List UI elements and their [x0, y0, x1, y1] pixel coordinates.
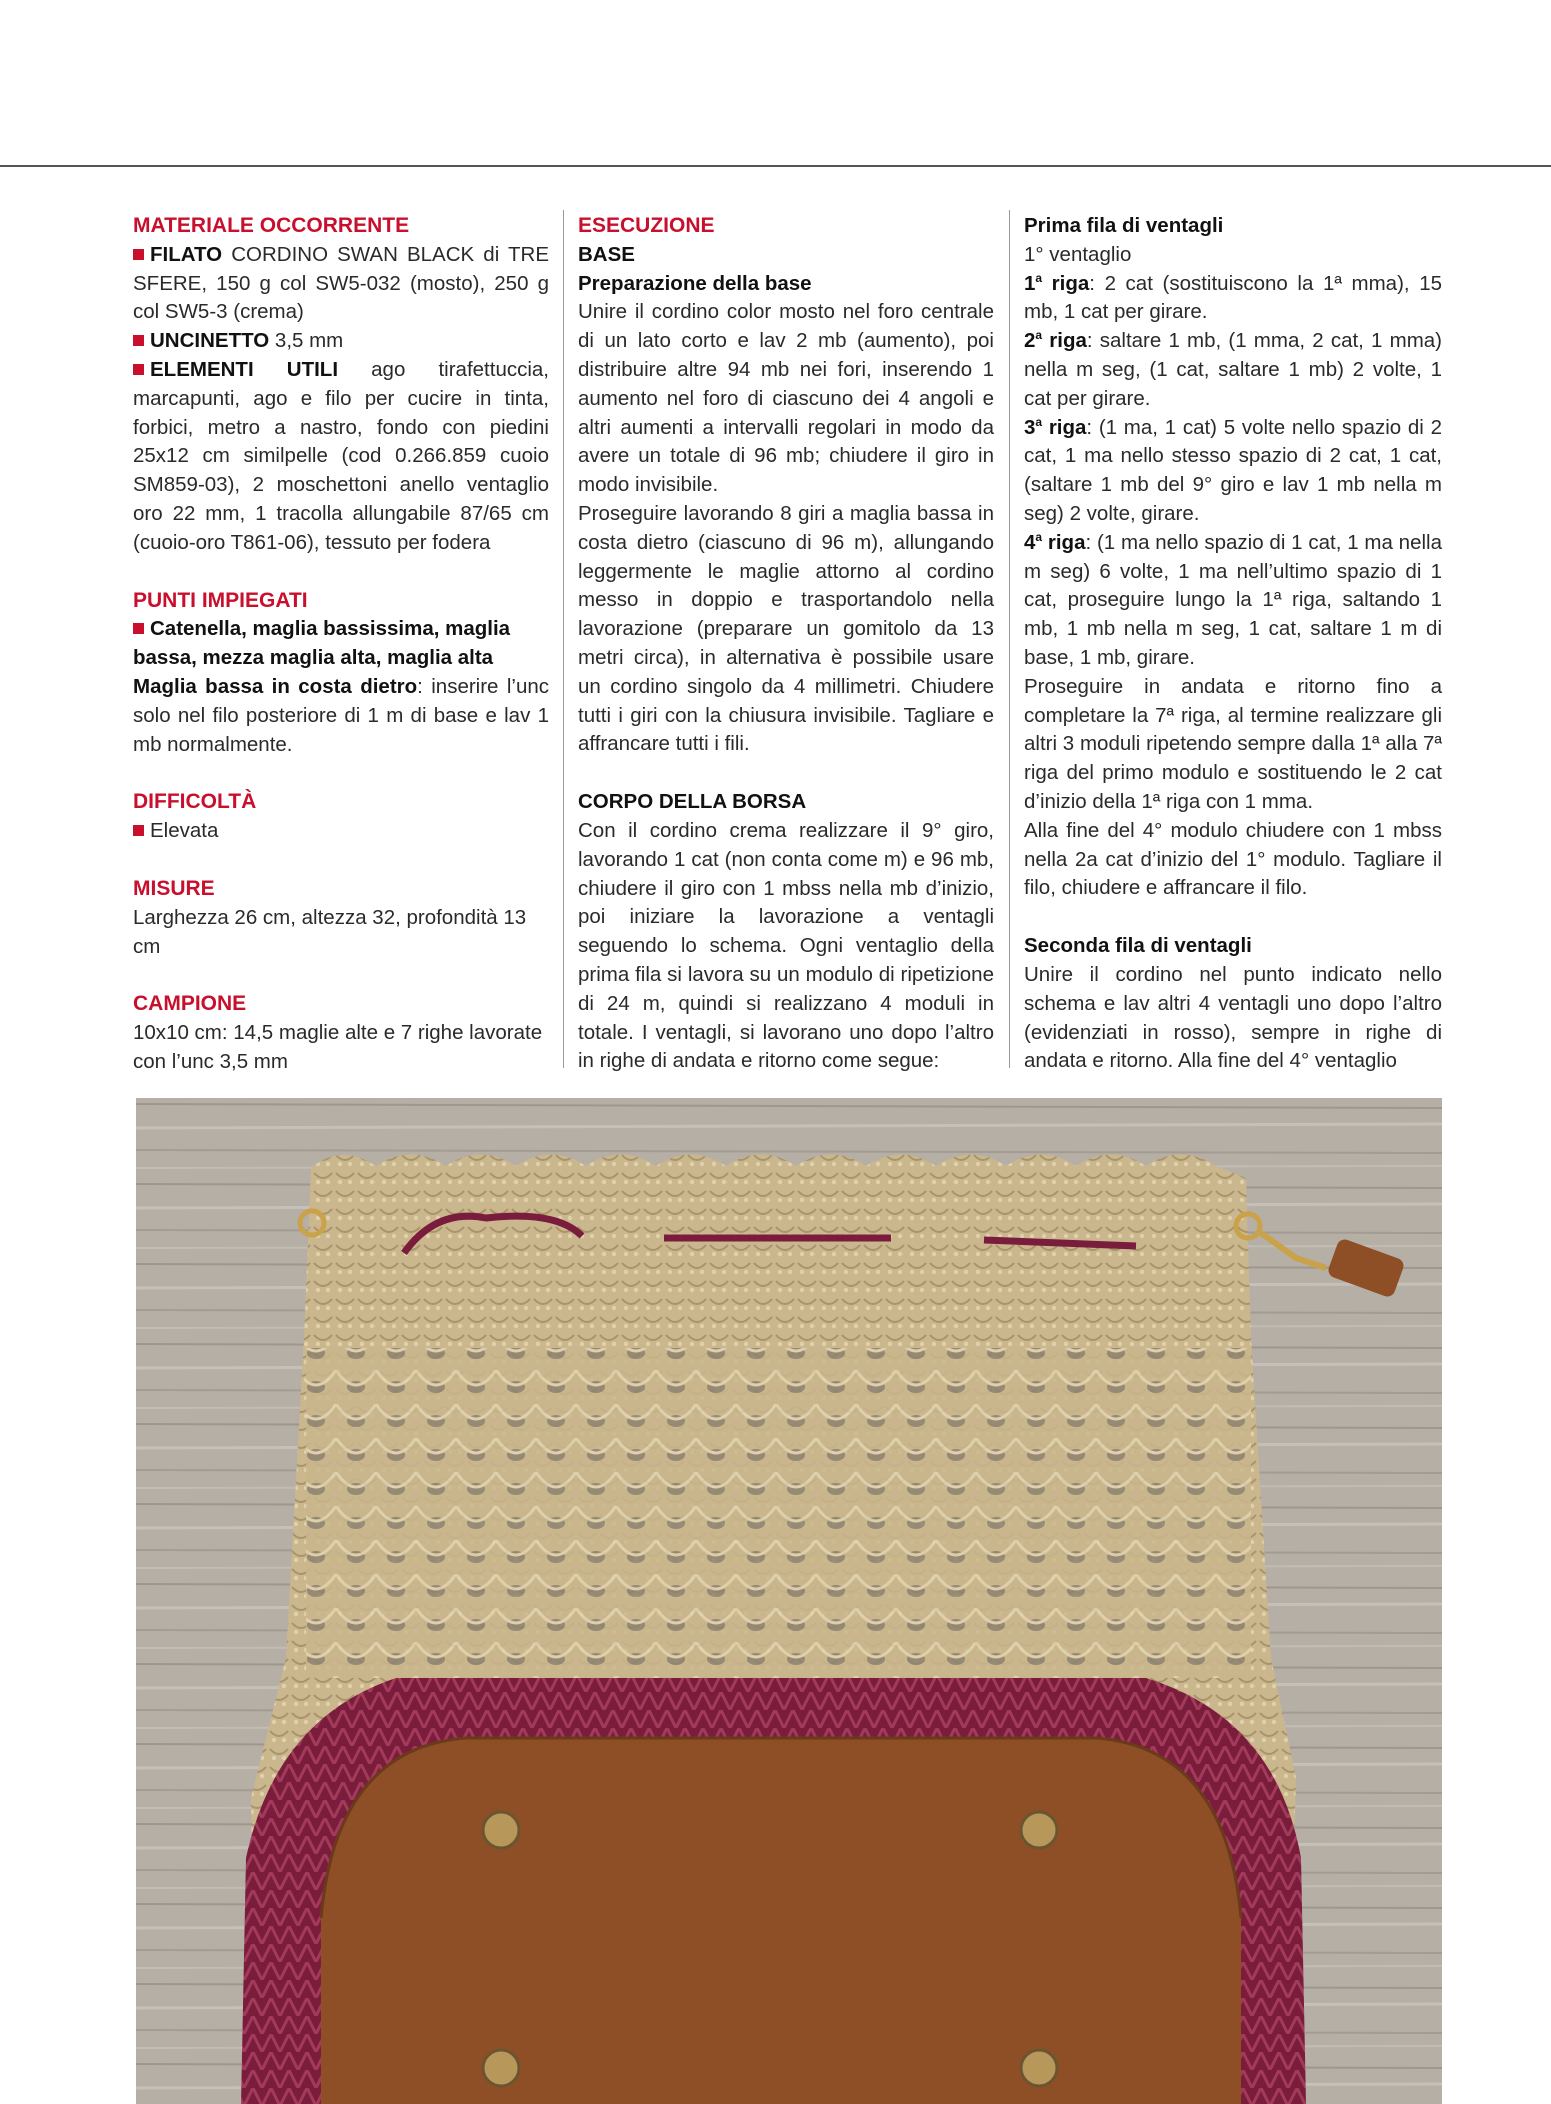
uncinetto-text: 3,5 mm — [269, 329, 344, 353]
filato-entry — [133, 241, 549, 327]
section-title-materiale: MATERIALE OCCORRENTE — [133, 214, 410, 237]
column-materials — [133, 212, 549, 1077]
elementi-label: ELEMENTI UTILI — [150, 357, 339, 381]
subtitle-base: BASE — [578, 242, 635, 266]
subtitle-seconda-fila: Seconda fila di ventagli — [1024, 934, 1252, 958]
costa-text: : inserire l’unc solo nel filo posteriore di 1 m di base e lav 1 mb normalmente. — [133, 674, 550, 756]
costa-dietro-entry — [133, 673, 549, 759]
punti-list: Catenella, maglia bassissima, maglia bassa, mezza maglia alta, maglia alta — [133, 617, 511, 670]
difficolta-entry — [133, 817, 549, 846]
bag-photo — [136, 1098, 1442, 2104]
paragraph: Unire il cordino nel punto indicato nello schema e lav altri 4 ventagli uno dopo l’altro (evidenziati in rosso), sempre in righe di andata e ritorno. Alla fine del 4° ventaglio — [1024, 962, 1442, 1073]
filato-label: FILATO — [150, 242, 223, 266]
paragraph: Con il cordino crema realizzare il 9° giro, lavorando 1 cat (non conta come m) e 96 mb, chiudere il giro con 1 mbss nella mb d’inizio, poi iniziare la lavorazione a ventagli seguendo lo schema. Ogni ventaglio della prima fila si lavora su un modulo di ripetizione di 24 m, quindi si realizzano 4 moduli in totale. I ventagli, si lavorano uno dopo l’altro in righe di andata e ritorno come segue: — [578, 818, 994, 1073]
bullet-square-icon — [133, 364, 144, 375]
paragraph: Alla fine del 4° modulo chiudere con 1 mbss nella 2a cat d’inizio del 1° modulo. Tagliare il filo, chiudere e affrancare il filo. — [1024, 818, 1442, 900]
difficolta-value: Elevata — [150, 819, 219, 843]
paragraph: Proseguire lavorando 8 giri a maglia bassa in costa dietro (ciascuno di 96 m), allungando leggermente le maglie attorno al cordino messo in doppio e trasportandolo nella lavorazione (preparare un gomitolo da 13 metri circa), in alternativa è possibile usare un cordino singolo da 4 millimetri. Chiudere tutti i giri con la chiusura invisibile. Tagliare e affrancare tutti i fili. — [578, 501, 994, 756]
uncinetto-label: UNCINETTO — [150, 329, 270, 353]
subtitle-corpo: CORPO DELLA BORSA — [578, 790, 807, 814]
subtitle-preparazione: Preparazione della base — [578, 271, 812, 295]
riga-4: 4$^a$ riga: (1 ma nello spazio di 1 cat, 1 ma nella m seg) 6 volte, 1 ma nell’ultimo spazio di 1 cat, proseguire lungo la 1ª riga, saltando 1 mb, 1 mb nella m seg, 1 cat, saltare 1 m di base, 1 mb, girare. — [1024, 529, 1442, 669]
top-rule — [0, 165, 1551, 167]
misure-value: Larghezza 26 cm, altezza 32, profondità 13 cm — [133, 905, 527, 958]
column-divider — [563, 210, 564, 1068]
elementi-entry — [133, 356, 549, 558]
costa-label: Maglia bassa in costa dietro — [133, 674, 418, 698]
campione-value: 10x10 cm: 14,5 maglie alte e 7 righe lavorate con l’unc 3,5 mm — [133, 1021, 543, 1073]
riga-3: 3$^a$ riga: (1 ma, 1 cat) 5 volte nello spazio di 2 cat, 1 ma nello stesso spazio di 2 cat, 1 cat, (saltare 1 mb del 9° giro e lav 1 mb nella m seg) 2 volte, girare. — [1024, 414, 1442, 525]
paragraph: Proseguire in andata e ritorno fino a completare la 7ª riga, al termine realizzare gli altri 3 moduli ripetendo sempre dalla 1ª alla 7ª riga del primo modulo e sostituendo le 2 cat d’inizio della 1ª riga con 1 mma. — [1024, 674, 1442, 813]
filato-text: CORDINO SWAN BLACK di TRE SFERE, 150 g col SW5-032 (mosto), 250 g col SW5-3 (crema) — [133, 242, 549, 324]
bullet-square-icon — [133, 335, 144, 346]
column-divider — [1009, 210, 1010, 1068]
riga-1: 1$^a$ riga: 2 cat (sostituiscono la 1ª mma), 15 mb, 1 cat per girare. — [1024, 270, 1442, 324]
section-title-misure: MISURE — [133, 876, 215, 900]
ventaglio-label: 1° ventaglio — [1024, 242, 1132, 266]
section-title-difficolta: DIFFICOLTÀ — [133, 790, 257, 814]
bullet-square-icon — [133, 825, 144, 836]
section-title-esecuzione: ESECUZIONE — [578, 214, 715, 237]
paragraph: Unire il cordino color mosto nel foro centrale di un lato corto e lav 2 mb (aumento), poi distribuire altre 94 mb nei fori, inserendo 1 aumento nel foro di ciascuno dei 4 angoli e altri aumenti a intervalli regolari in modo da avere un totale di 96 mb; chiudere il giro in modo invisibile. — [578, 300, 994, 497]
riga-2: 2$^a$ riga: saltare 1 mb, (1 mma, 2 cat, 1 mma) nella m seg, (1 cat, saltare 1 mb) 2 volte, 1 cat per girare. — [1024, 328, 1442, 410]
section-title-punti: PUNTI IMPIEGATI — [133, 588, 308, 612]
bullet-square-icon — [133, 249, 144, 260]
uncinetto-entry — [133, 327, 549, 356]
column-fans — [1024, 212, 1442, 1076]
column-execution — [578, 212, 994, 1076]
section-title-campione: CAMPIONE — [133, 992, 247, 1016]
bullet-square-icon — [133, 623, 144, 634]
subtitle-prima-fila: Prima fila di ventagli — [1024, 214, 1224, 237]
elementi-text: ago tirafettuccia, marcapunti, ago e filo per cucire in tinta, forbici, metro a nastro, fondo con piedini 25x12 cm similpelle (cod 0.266.859 cuoio SM859-03), 2 moschettoni anello ventaglio oro 22 mm, 1 tracolla allungabile 87/65 cm (cuoio-oro T861-06), tessuto per fodera — [133, 357, 549, 554]
